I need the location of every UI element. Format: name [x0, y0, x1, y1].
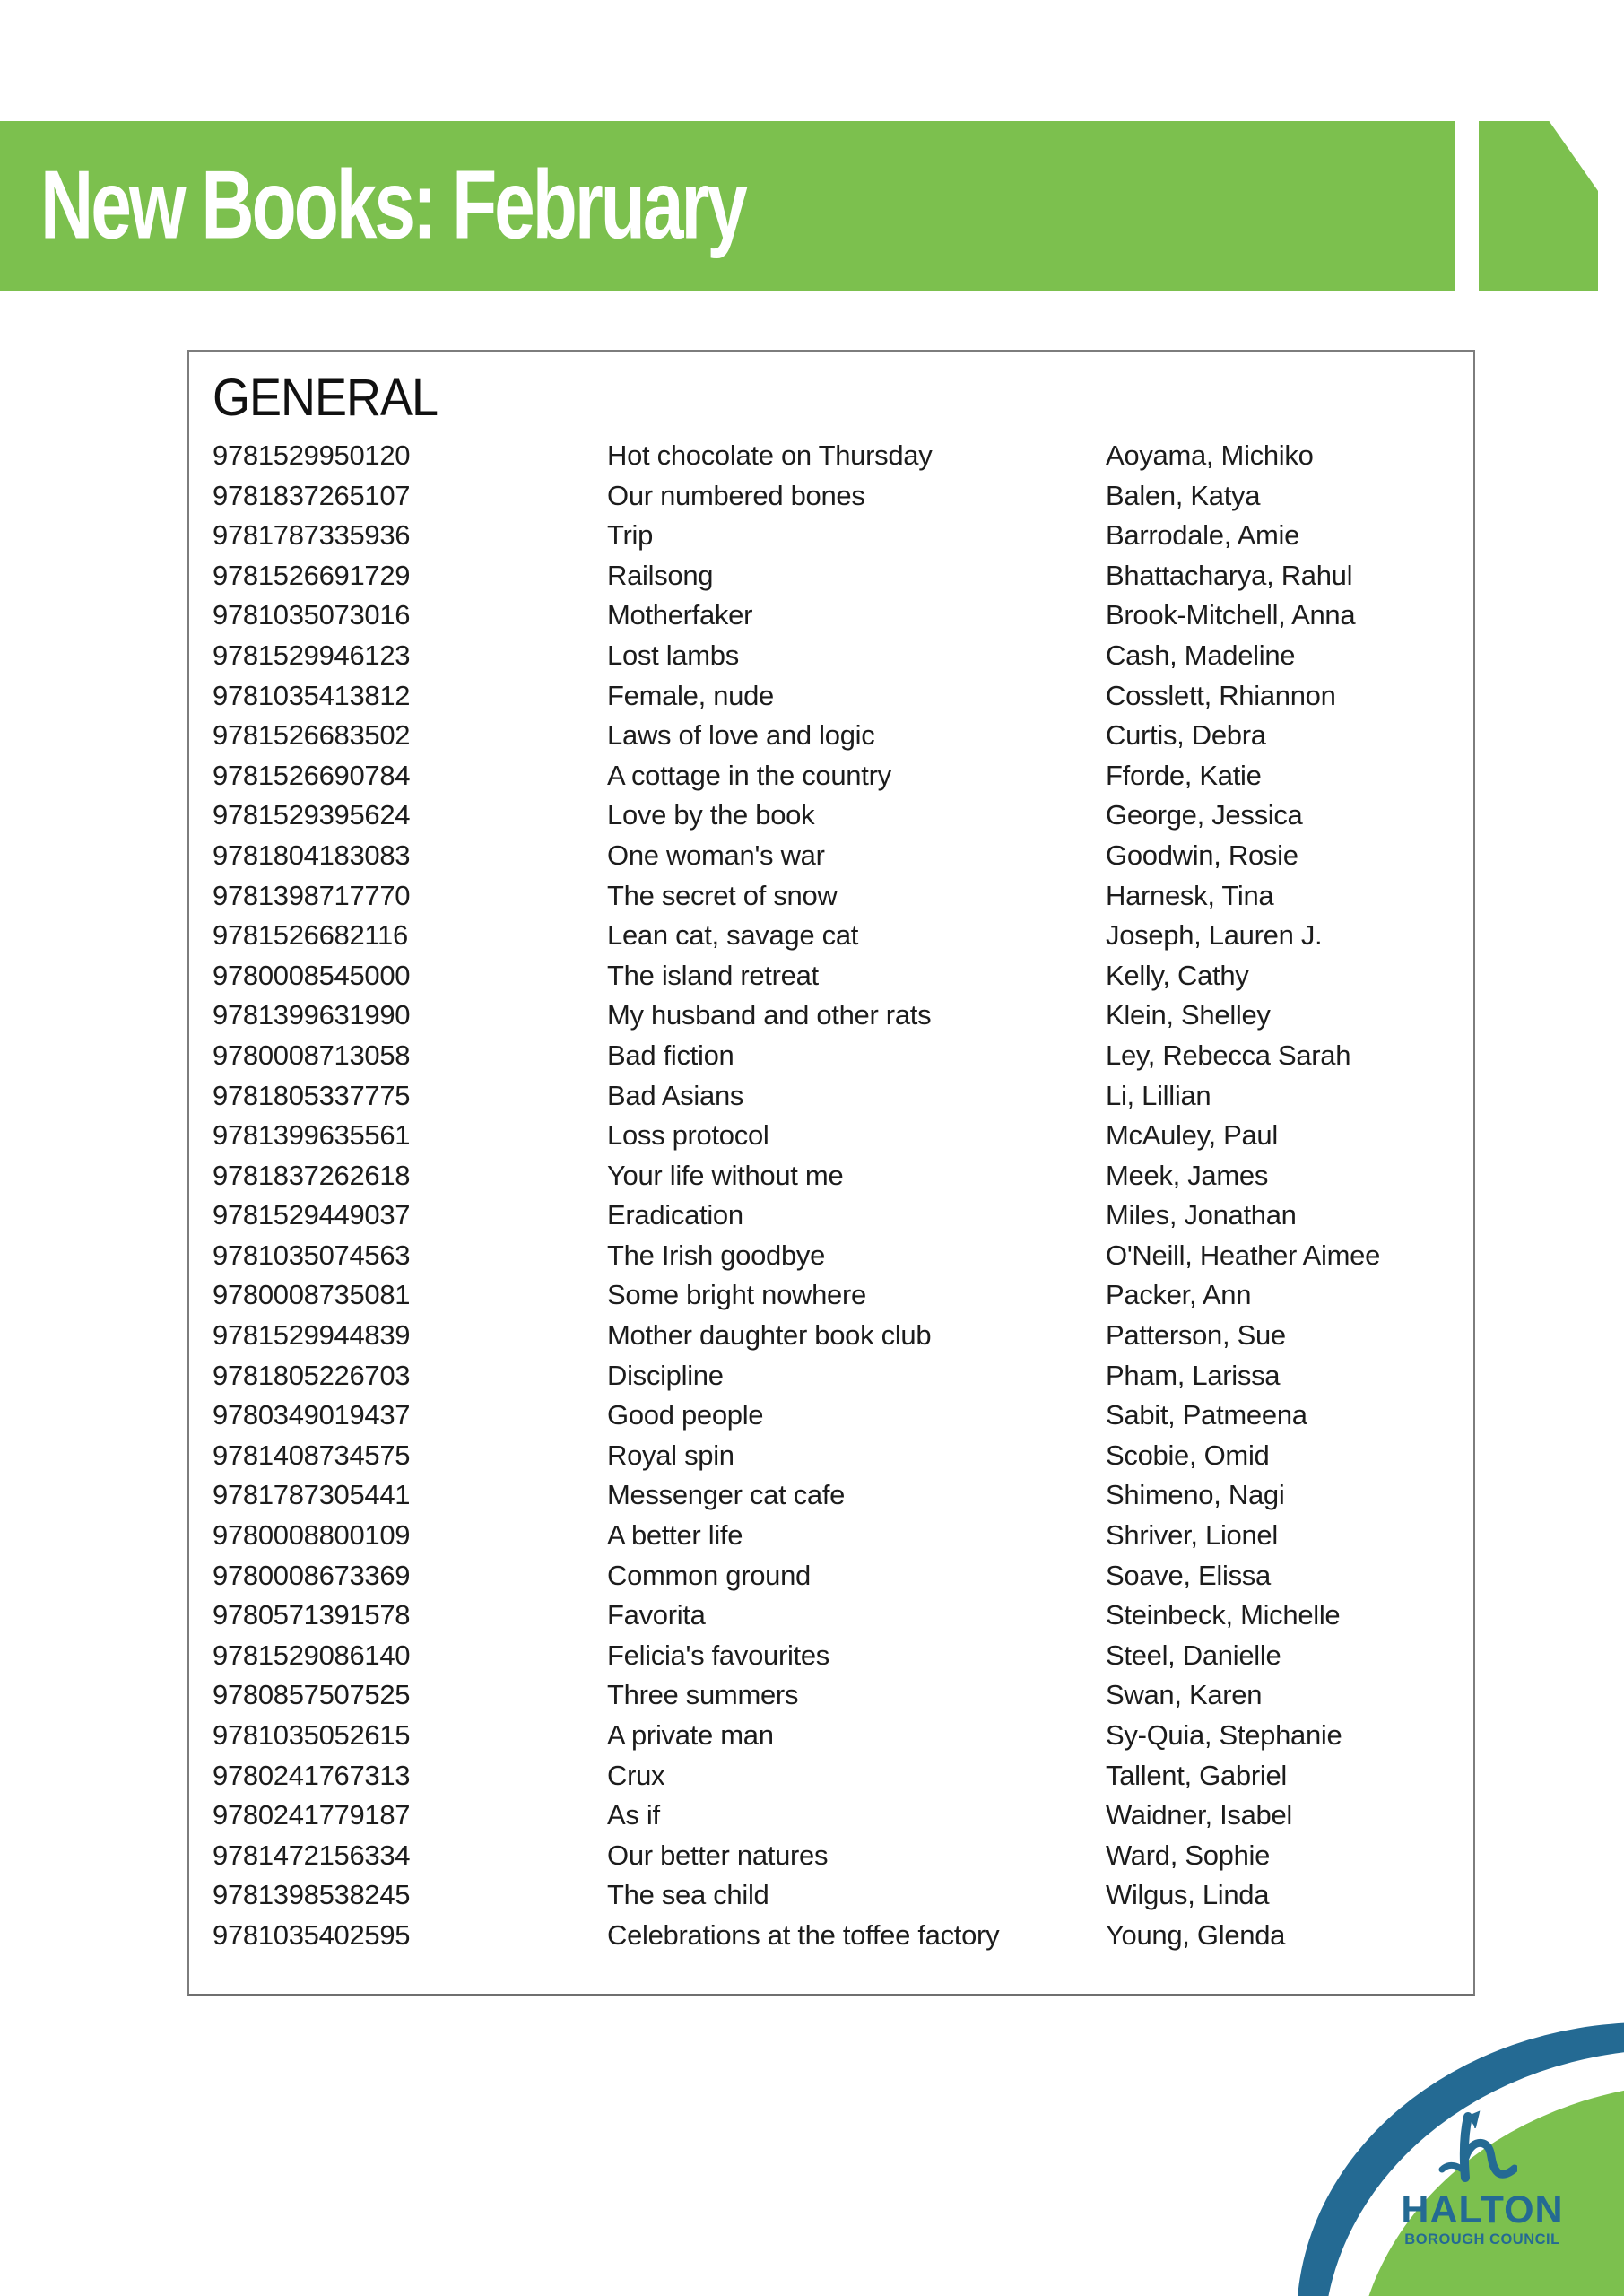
- book-isbn: 9780241767313: [213, 1759, 411, 1791]
- book-isbn: 9781399631990: [213, 999, 411, 1031]
- table-row: [189, 1475, 1473, 1516]
- table-row: [189, 1236, 1473, 1276]
- book-isbn: 9781526682116: [213, 919, 408, 952]
- book-isbn: 9781472156334: [213, 1839, 411, 1871]
- book-title: As if: [607, 1799, 660, 1831]
- table-row: [189, 876, 1473, 917]
- table-row: [189, 1756, 1473, 1796]
- table-row: [189, 1796, 1473, 1836]
- table-row: [189, 916, 1473, 956]
- book-isbn: 9781399635561: [213, 1119, 411, 1152]
- book-isbn: 9781035413812: [213, 679, 411, 711]
- book-author: Wilgus, Linda: [1106, 1879, 1270, 1911]
- book-isbn: 9780241779187: [213, 1799, 411, 1831]
- book-isbn: 9781787335936: [213, 519, 411, 552]
- book-title: Eradication: [607, 1199, 743, 1231]
- book-isbn: 9781529950120: [213, 439, 411, 471]
- table-row: [189, 1396, 1473, 1436]
- book-author: Ward, Sophie: [1106, 1839, 1271, 1871]
- book-isbn: 9781526683502: [213, 719, 411, 752]
- book-title: Motherfaker: [607, 599, 753, 631]
- table-row: [189, 756, 1473, 796]
- book-author: Brook-Mitchell, Anna: [1106, 599, 1356, 631]
- book-title: Felicia's favourites: [607, 1639, 830, 1671]
- book-title: Three summers: [607, 1679, 799, 1711]
- table-row: [189, 1836, 1473, 1876]
- book-title: Love by the book: [607, 799, 815, 831]
- book-author: Steinbeck, Michelle: [1106, 1599, 1341, 1631]
- book-isbn: 9780349019437: [213, 1399, 411, 1431]
- book-title: Bad fiction: [607, 1039, 734, 1071]
- book-author: Shimeno, Nagi: [1106, 1479, 1285, 1511]
- book-author: Kelly, Cathy: [1106, 959, 1249, 991]
- book-author: Young, Glenda: [1106, 1918, 1286, 1951]
- book-author: Aoyama, Michiko: [1106, 439, 1314, 471]
- book-author: Cosslett, Rhiannon: [1106, 679, 1336, 711]
- table-row: [189, 1916, 1473, 1956]
- book-isbn: 9781035074563: [213, 1239, 411, 1271]
- book-title: Our better natures: [607, 1839, 829, 1871]
- book-title: Bad Asians: [607, 1079, 744, 1111]
- book-title: The sea child: [607, 1879, 769, 1911]
- table-row: [189, 476, 1473, 517]
- book-author: Joseph, Lauren J.: [1106, 919, 1323, 952]
- book-title: Crux: [607, 1759, 665, 1791]
- book-author: Meek, James: [1106, 1159, 1269, 1191]
- header-banner: [0, 121, 1455, 291]
- book-title: Some bright nowhere: [607, 1279, 866, 1311]
- book-title: Messenger cat cafe: [607, 1479, 846, 1511]
- book-author: Li, Lillian: [1106, 1079, 1211, 1111]
- table-row: [189, 1436, 1473, 1476]
- book-title: A better life: [607, 1519, 743, 1552]
- book-isbn: 9781526690784: [213, 759, 411, 791]
- book-title: Your life without me: [607, 1159, 844, 1191]
- book-title: My husband and other rats: [607, 999, 932, 1031]
- book-title: Discipline: [607, 1359, 724, 1391]
- book-isbn: 9781529946123: [213, 639, 411, 671]
- book-isbn: 9780008545000: [213, 959, 411, 991]
- book-author: Barrodale, Amie: [1106, 519, 1300, 552]
- book-title: Trip: [607, 519, 654, 552]
- table-row: [189, 1156, 1473, 1196]
- table-row: [189, 516, 1473, 556]
- book-author: Ley, Rebecca Sarah: [1106, 1039, 1351, 1071]
- book-list: [189, 436, 1473, 1956]
- book-list-box: [187, 350, 1475, 1996]
- book-author: McAuley, Paul: [1106, 1119, 1278, 1152]
- book-title: Lean cat, savage cat: [607, 919, 859, 952]
- halton-h-icon: [1438, 2109, 1517, 2190]
- table-row: [189, 956, 1473, 996]
- book-author: Pham, Larissa: [1106, 1359, 1281, 1391]
- book-title: The Irish goodbye: [607, 1239, 826, 1271]
- book-author: Steel, Danielle: [1106, 1639, 1281, 1671]
- book-title: Lost lambs: [607, 639, 739, 671]
- table-row: [189, 436, 1473, 476]
- table-row: [189, 1716, 1473, 1756]
- book-title: Good people: [607, 1399, 764, 1431]
- table-row: [189, 1116, 1473, 1156]
- book-isbn: 9780857507525: [213, 1679, 411, 1711]
- book-author: Sy-Quia, Stephanie: [1106, 1719, 1342, 1751]
- table-row: [189, 1356, 1473, 1396]
- table-row: [189, 1275, 1473, 1316]
- book-isbn: 9781529944839: [213, 1319, 411, 1352]
- banner-bookmark-shape: [1479, 121, 1598, 291]
- book-title: A private man: [607, 1719, 774, 1751]
- book-isbn: 9781035402595: [213, 1918, 411, 1951]
- book-title: Celebrations at the toffee factory: [607, 1918, 1000, 1951]
- book-isbn: 9781787305441: [213, 1479, 411, 1511]
- book-author: George, Jessica: [1106, 799, 1303, 831]
- book-isbn: 9780008673369: [213, 1559, 411, 1591]
- book-isbn: 9780008735081: [213, 1279, 411, 1311]
- section-heading: GENERAL: [213, 369, 439, 427]
- book-isbn: 9781408734575: [213, 1439, 411, 1471]
- book-author: Cash, Madeline: [1106, 639, 1296, 671]
- logo-name-text: HALTON: [1401, 2188, 1564, 2231]
- book-isbn: 9781529449037: [213, 1199, 411, 1231]
- book-title: Common ground: [607, 1559, 811, 1591]
- book-title: Laws of love and logic: [607, 719, 875, 752]
- book-isbn: 9781529086140: [213, 1639, 411, 1671]
- page-title: New Books: February: [40, 152, 745, 260]
- book-title: The secret of snow: [607, 879, 838, 911]
- book-author: Swan, Karen: [1106, 1679, 1263, 1711]
- book-author: Packer, Ann: [1106, 1279, 1252, 1311]
- book-isbn: 9780008713058: [213, 1039, 411, 1071]
- book-title: Railsong: [607, 559, 714, 591]
- book-isbn: 9781805337775: [213, 1079, 411, 1111]
- book-isbn: 9781837265107: [213, 479, 411, 511]
- book-isbn: 9780571391578: [213, 1599, 411, 1631]
- table-row: [189, 1316, 1473, 1356]
- table-row: [189, 676, 1473, 717]
- book-author: Balen, Katya: [1106, 479, 1261, 511]
- table-row: [189, 1675, 1473, 1716]
- book-title: Mother daughter book club: [607, 1319, 932, 1352]
- table-row: [189, 1076, 1473, 1117]
- logo-subtitle-text: BOROUGH COUNCIL: [1404, 2231, 1560, 2248]
- table-row: [189, 636, 1473, 676]
- book-title: The island retreat: [607, 959, 819, 991]
- table-row: [189, 996, 1473, 1036]
- table-row: [189, 1556, 1473, 1596]
- book-author: Goodwin, Rosie: [1106, 839, 1298, 871]
- table-row: [189, 1196, 1473, 1236]
- book-isbn: 9781398538245: [213, 1879, 411, 1911]
- book-isbn: 9781805226703: [213, 1359, 411, 1391]
- book-title: Royal spin: [607, 1439, 734, 1471]
- book-author: Klein, Shelley: [1106, 999, 1271, 1031]
- table-row: [189, 556, 1473, 596]
- book-isbn: 9781837262618: [213, 1159, 411, 1191]
- book-author: Bhattacharya, Rahul: [1106, 559, 1353, 591]
- book-title: Our numbered bones: [607, 479, 865, 511]
- book-isbn: 9781398717770: [213, 879, 411, 911]
- book-isbn: 9781035052615: [213, 1719, 411, 1751]
- table-row: [189, 1036, 1473, 1076]
- book-author: Tallent, Gabriel: [1106, 1759, 1287, 1791]
- table-row: [189, 796, 1473, 836]
- table-row: [189, 1596, 1473, 1636]
- book-title: Loss protocol: [607, 1119, 769, 1152]
- book-title: Female, nude: [607, 679, 774, 711]
- table-row: [189, 836, 1473, 876]
- book-title: A cottage in the country: [607, 759, 891, 791]
- book-title: One woman's war: [607, 839, 825, 871]
- halton-council-logo: [1247, 2000, 1624, 2296]
- book-author: Waidner, Isabel: [1106, 1799, 1293, 1831]
- book-title: Favorita: [607, 1599, 706, 1631]
- book-author: Curtis, Debra: [1106, 719, 1266, 752]
- book-isbn: 9780008800109: [213, 1519, 411, 1552]
- book-author: Sabit, Patmeena: [1106, 1399, 1307, 1431]
- book-author: Patterson, Sue: [1106, 1319, 1286, 1352]
- book-author: Fforde, Katie: [1106, 759, 1262, 791]
- book-author: Shriver, Lionel: [1106, 1519, 1278, 1552]
- table-row: [189, 1516, 1473, 1556]
- book-isbn: 9781529395624: [213, 799, 411, 831]
- table-row: [189, 596, 1473, 636]
- table-row: [189, 716, 1473, 756]
- table-row: [189, 1636, 1473, 1676]
- book-isbn: 9781035073016: [213, 599, 411, 631]
- book-isbn: 9781526691729: [213, 559, 411, 591]
- table-row: [189, 1875, 1473, 1916]
- book-author: Scobie, Omid: [1106, 1439, 1270, 1471]
- book-author: Miles, Jonathan: [1106, 1199, 1297, 1231]
- book-author: Harnesk, Tina: [1106, 879, 1274, 911]
- book-author: O'Neill, Heather Aimee: [1106, 1239, 1381, 1271]
- book-isbn: 9781804183083: [213, 839, 411, 871]
- book-author: Soave, Elissa: [1106, 1559, 1271, 1591]
- book-title: Hot chocolate on Thursday: [607, 439, 933, 471]
